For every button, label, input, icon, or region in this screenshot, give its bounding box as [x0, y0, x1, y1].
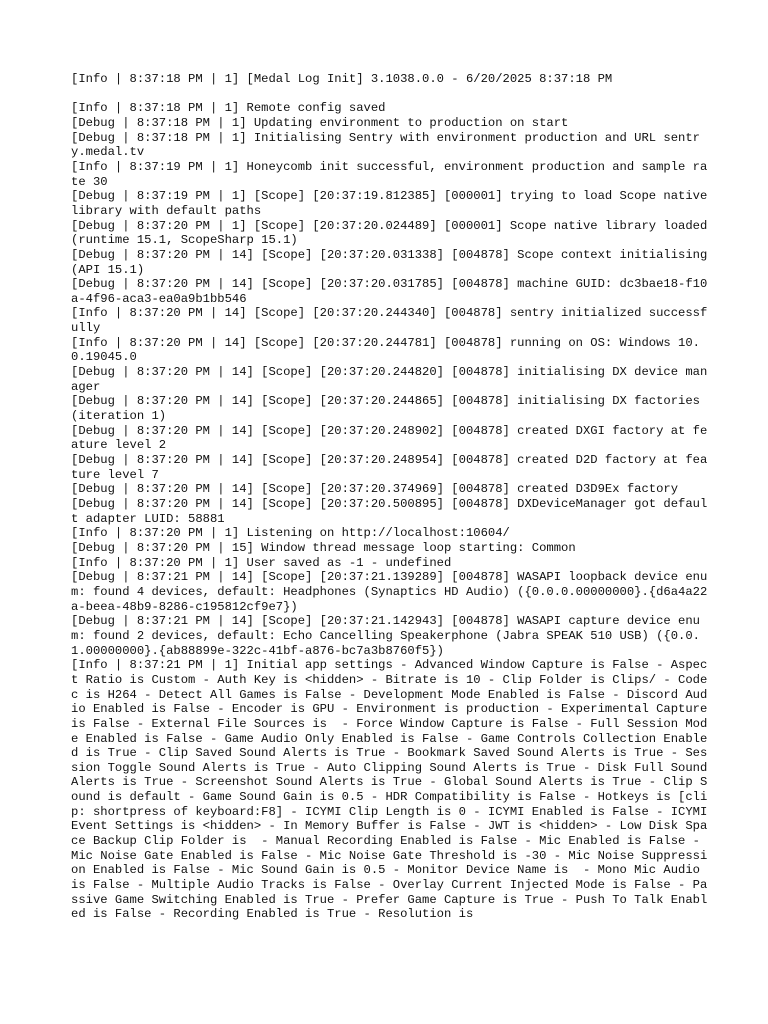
- log-line: [Info | 8:37:18 PM | 1] Remote config saved: [71, 101, 386, 116]
- log-line: [Debug | 8:37:20 PM | 14] [Scope] [20:37:20.248902] [004878] created DXGI factory at feature level 2: [71, 423, 708, 453]
- log-line: [Debug | 8:37:20 PM | 14] [Scope] [20:37:20.031338] [004878] Scope context initialising (API 15.1): [71, 247, 715, 277]
- log-line: [Debug | 8:37:21 PM | 14] [Scope] [20:37:21.142943] [004878] WASAPI capture device enum: found 2 devices, default: Echo Cancelling Speakerphone (Jabra SPEAK 510 USB) ({0.0.1.00000000}.{ab88899e-322c-41bf-a876-bc7a3b8760f5}): [71, 614, 700, 658]
- log-header-line: [Info | 8:37:18 PM | 1] [Medal Log Init] 3.1038.0.0 - 6/20/2025 8:37:18 PM: [71, 72, 613, 86]
- log-line: [Info | 8:37:21 PM | 1] Initial app settings - Advanced Window Capture is False - Aspect Ratio is Custom - Auth Key is <hidden> - Bitrate is 10 - Clip Folder is Clips/ - Codec is H264 - Detect All Games is False - Development Mode Enabled is False - Discord Audio Enabled is False - Encoder is GPU - Environment is production - Experimental Capture is False - External File Sources is - Force Window Capture is False - Full Session Mode Enabled is False - Game Audio Only Enabled is False - Game Controls Collection Enabled is True - Clip Saved Sound Alerts is True - Bookmark Saved Sound Alerts is True - Session Toggle Sound Alerts is True - Auto Clipping Sound Alerts is True - Disk Full Sound Alerts is True - Screenshot Sound Alerts is True - Global Sound Alerts is True - Clip Sound is default - Game Sound Gain is 0.5 - HDR Compatibility is False - Hotkeys is [clip: shortpress of keyboard:F8] - ICYMI Clip Length is 0 - ICYMI Enabled is False - ICYMI Event Settings is <hidden> - In Memory Buffer is False - JWT is <hidden> - Low Disk Space Backup Clip Folder is - Manual Recording Enabled is False - Mic Enabled is False - Mic Noise Gate Enabled is False - Mic Noise Gate Threshold is -30 - Mic Noise Suppression Enabled is False - Mic Sound Gain is 0.5 - Monitor Device Name is - Mono Mic Audio is False - Multiple Audio Tracks is False - Overlay Current Injected Mode is False - Passive Game Switching Enabled is True - Prefer Game Capture is True - Push To Talk Enabled is False - Recording Enabled is True - Resolution is: [71, 658, 715, 922]
- log-line: [Debug | 8:37:20 PM | 14] [Scope] [20:37:20.244820] [004878] initialising DX device manager: [71, 365, 708, 394]
- blank-line: [71, 87, 711, 102]
- log-line: [Debug | 8:37:18 PM | 1] Initialising Sentry with environment production and URL sentry.medal.tv: [71, 130, 700, 160]
- log-line: [Debug | 8:37:18 PM | 1] Updating environment to production on start: [71, 115, 569, 130]
- log-line: [Info | 8:37:20 PM | 1] User saved as -1 - undefined: [71, 555, 452, 570]
- log-document: [71, 72, 715, 922]
- log-line: [Debug | 8:37:20 PM | 14] [Scope] [20:37:20.374969] [004878] created D3D9Ex factory: [71, 482, 679, 497]
- log-line: [Debug | 8:37:20 PM | 14] [Scope] [20:37:20.031785] [004878] machine GUID: dc3bae18-f10a-4f96-aca3-ea0a9b1bb546: [71, 277, 708, 306]
- log-line: [Debug | 8:37:20 PM | 14] [Scope] [20:37:20.248954] [004878] created D2D factory at feature level 7: [71, 453, 708, 482]
- log-line: [Info | 8:37:20 PM | 14] [Scope] [20:37:20.244781] [004878] running on OS: Windows 10.0.19045.0: [71, 335, 700, 365]
- log-line: [Debug | 8:37:20 PM | 15] Window thread message loop starting: Common: [71, 540, 576, 555]
- log-line: [Debug | 8:37:20 PM | 14] [Scope] [20:37:20.500895] [004878] DXDeviceManager got default adapter LUID: 58881: [71, 497, 708, 526]
- log-line: [Debug | 8:37:19 PM | 1] [Scope] [20:37:19.812385] [000001] trying to load Scope native library with default paths: [71, 189, 715, 218]
- log-line: [Debug | 8:37:20 PM | 1] [Scope] [20:37:20.024489] [000001] Scope native library loaded (runtime 15.1, ScopeSharp 15.1): [71, 218, 715, 248]
- log-line: [Info | 8:37:20 PM | 14] [Scope] [20:37:20.244340] [004878] sentry initialized successfully: [71, 306, 708, 336]
- log-lines: [71, 101, 715, 922]
- log-line: [Info | 8:37:19 PM | 1] Honeycomb init successful, environment production and sample rate 30: [71, 159, 708, 189]
- log-line: [Debug | 8:37:20 PM | 14] [Scope] [20:37:20.244865] [004878] initialising DX factories (iteration 1): [71, 394, 708, 424]
- log-line: [Debug | 8:37:21 PM | 14] [Scope] [20:37:21.139289] [004878] WASAPI loopback device enum: found 4 devices, default: Headphones (Synaptics HD Audio) ({0.0.0.00000000}.{d6a4a22a-beea-48b9-8286-c195812cf9e7}): [71, 570, 708, 614]
- log-line: [Info | 8:37:20 PM | 1] Listening on http://localhost:10604/: [71, 526, 510, 541]
